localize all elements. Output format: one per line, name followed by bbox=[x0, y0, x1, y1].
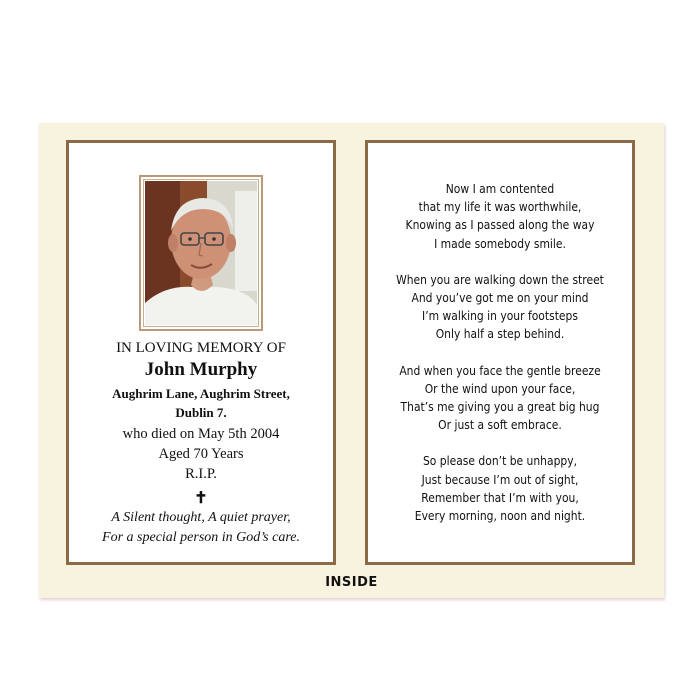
prayer-line-2: For a special person in God’s care. bbox=[102, 530, 300, 545]
poem-stanza bbox=[386, 452, 613, 525]
prayer-verse bbox=[69, 508, 333, 548]
date-of-death: who died on May 5th 2004 bbox=[122, 426, 280, 442]
deceased-name: John Murphy bbox=[144, 359, 258, 380]
poem-line: Or just a soft embrace. bbox=[438, 417, 562, 433]
poem-stanza bbox=[386, 271, 613, 344]
poem-line: And when you face the gentle breeze bbox=[399, 362, 601, 378]
poem bbox=[386, 180, 613, 543]
poem-line: Or the wind upon your face, bbox=[424, 380, 576, 396]
prayer-line-1: A Silent thought, A quiet prayer, bbox=[111, 510, 291, 525]
poem-line: I’m walking in your footsteps bbox=[422, 308, 578, 324]
poem-line: Now I am contented bbox=[445, 181, 555, 196]
poem-line: And you’ve got me on your mind bbox=[411, 290, 589, 306]
address-line-1: Aughrim Lane, Aughrim Street, bbox=[112, 386, 290, 401]
poem-line: Just because I’m out of sight, bbox=[421, 471, 579, 487]
poem-line: That’s me giving you a great big hug bbox=[400, 399, 600, 415]
rip-text: R.I.P. bbox=[185, 466, 217, 482]
cross-icon: ✝ bbox=[194, 490, 208, 507]
age: Aged 70 Years bbox=[158, 446, 244, 462]
inside-label: INSIDE bbox=[325, 575, 378, 590]
poem-line: Only half a step behind. bbox=[435, 326, 565, 342]
photo-frame bbox=[139, 175, 263, 331]
poem-line: that my life it was worthwhile, bbox=[418, 199, 582, 215]
memorial-card bbox=[39, 123, 664, 598]
poem-line: Knowing as I passed along the way bbox=[405, 217, 595, 233]
poem-stanza bbox=[386, 362, 613, 435]
address bbox=[69, 384, 333, 422]
poem-line: I made somebody smile. bbox=[434, 235, 566, 251]
portrait-photo bbox=[145, 181, 257, 325]
left-panel bbox=[66, 140, 336, 565]
poem-line: So please don’t be unhappy, bbox=[422, 453, 578, 469]
address-line-2: Dublin 7. bbox=[175, 405, 227, 420]
poem-stanza bbox=[386, 180, 613, 253]
poem-line: When you are walking down the street bbox=[396, 271, 604, 287]
right-panel bbox=[365, 140, 635, 565]
poem-line: Every morning, noon and night. bbox=[414, 508, 586, 524]
in-loving-memory-heading: IN LOVING MEMORY OF bbox=[116, 340, 286, 356]
poem-line: Remember that I’m with you, bbox=[421, 489, 579, 505]
